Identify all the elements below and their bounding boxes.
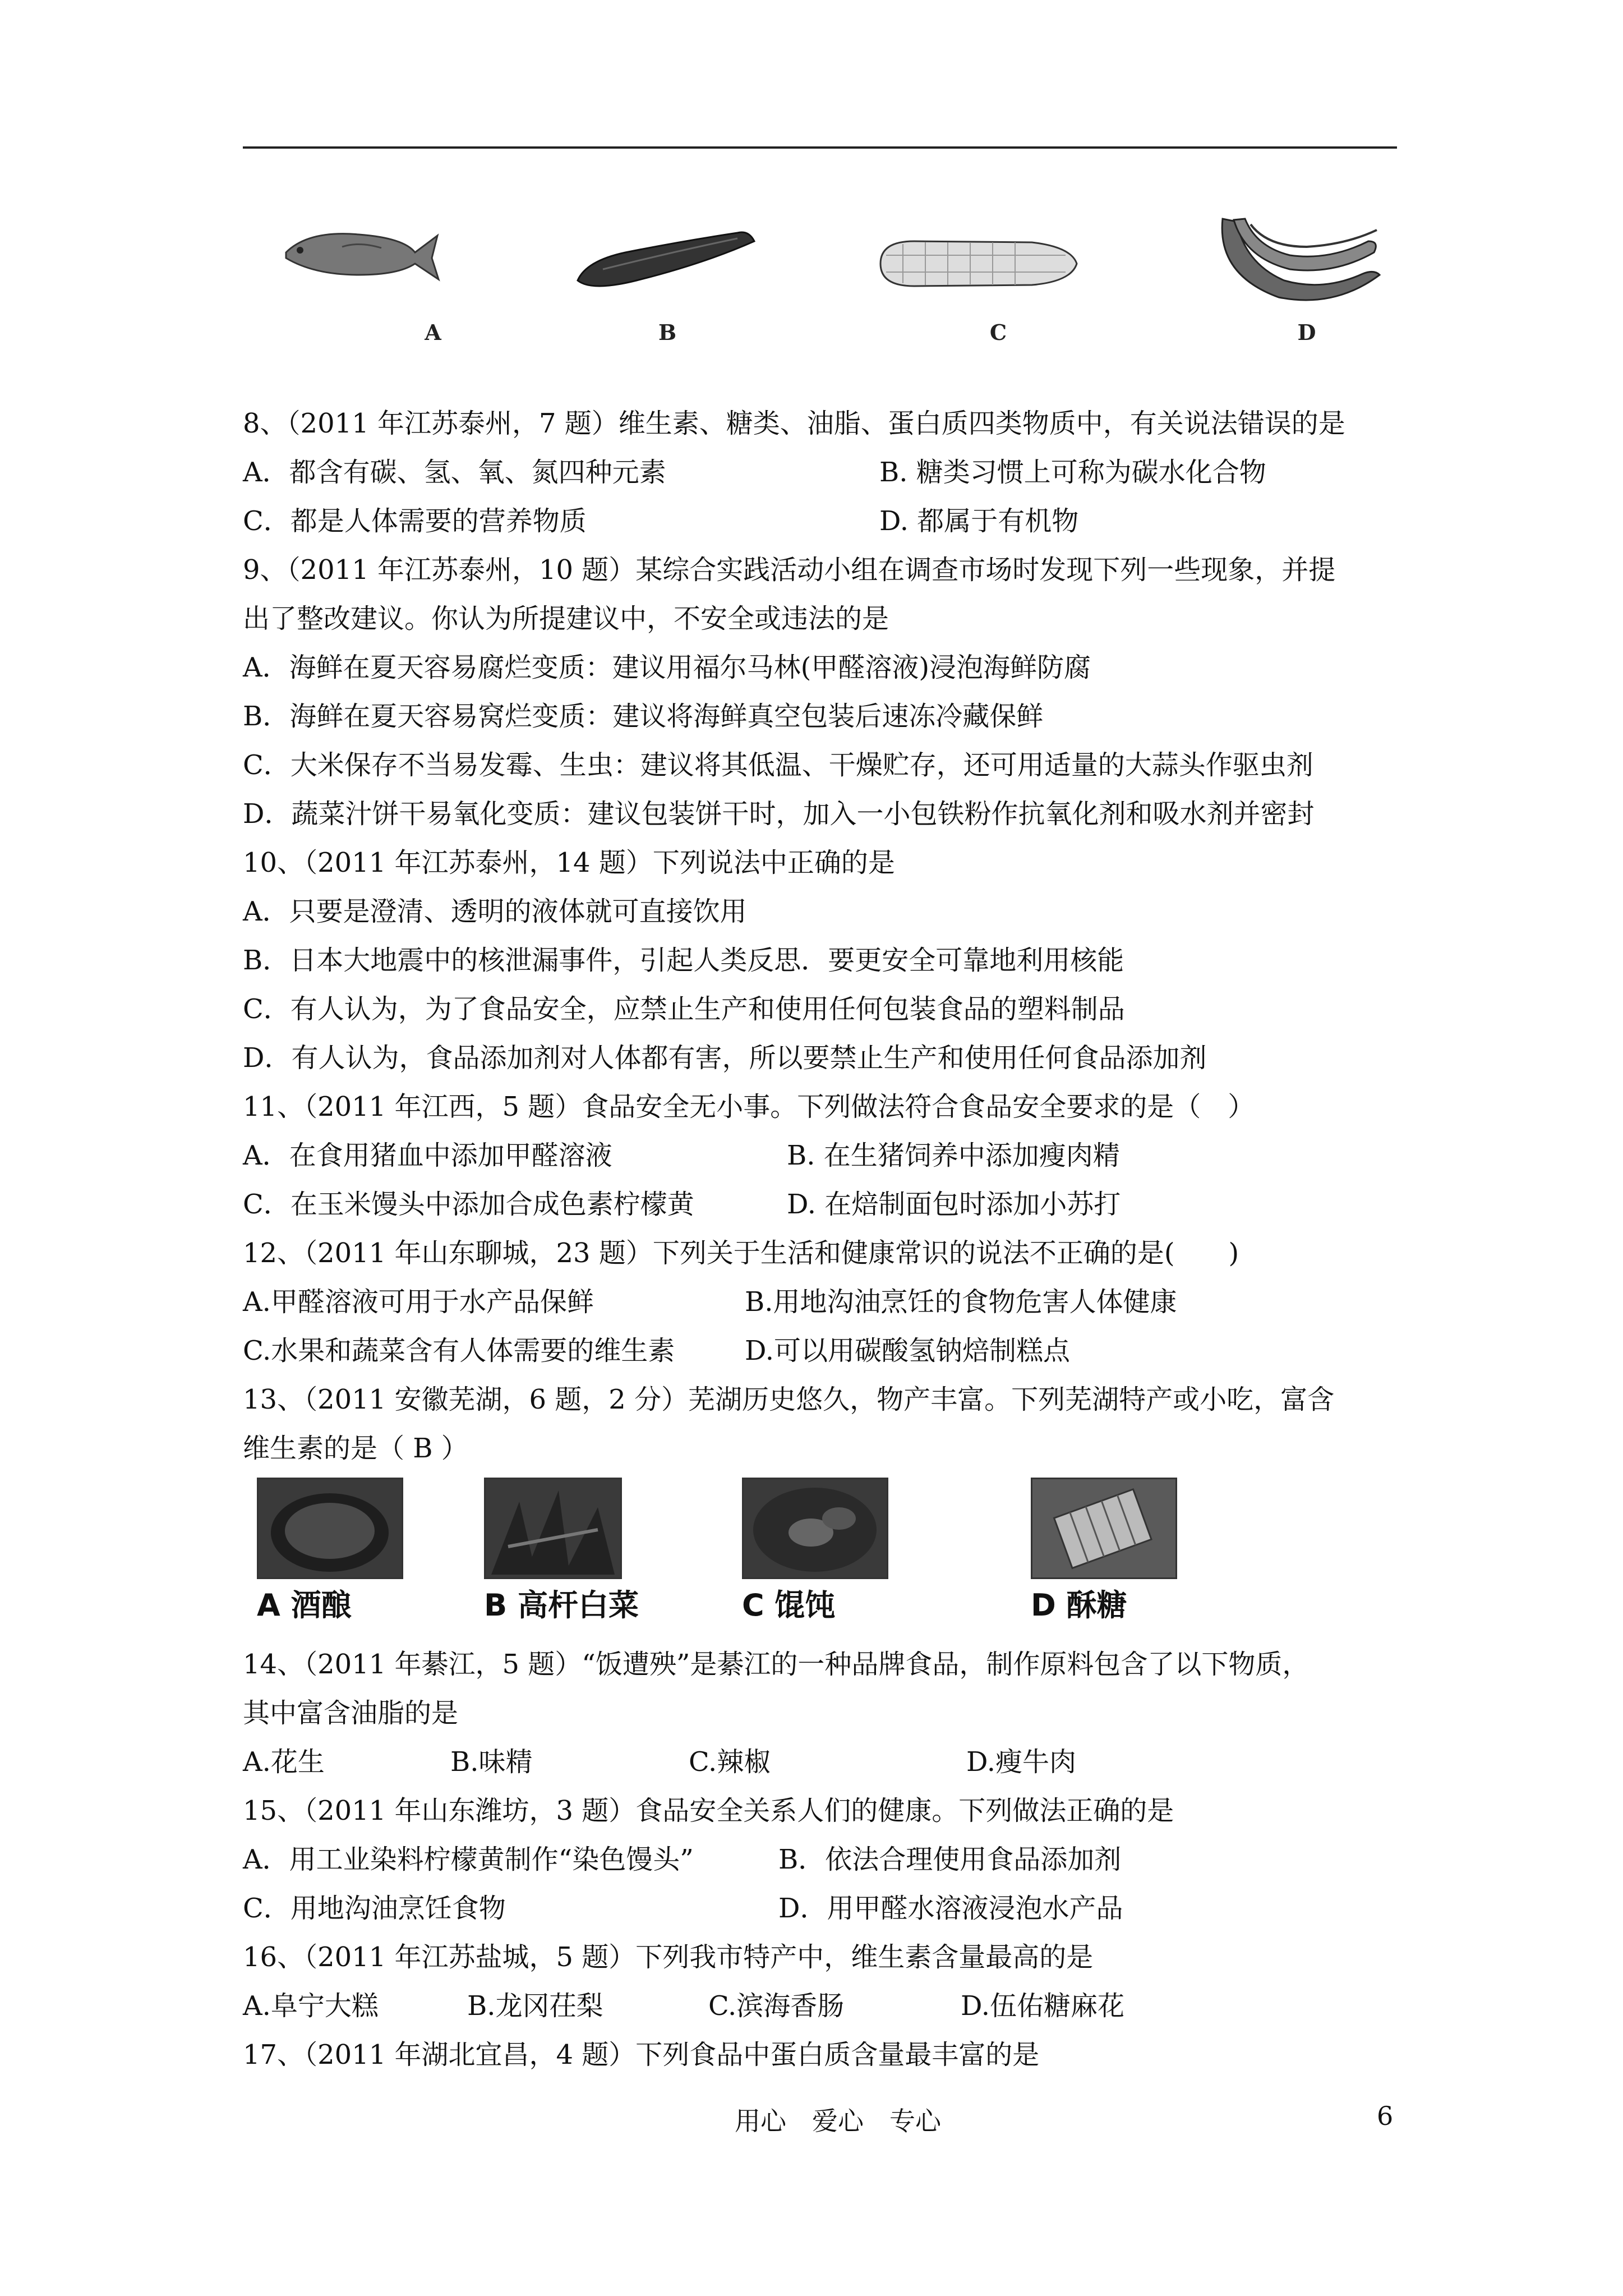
header-rule	[243, 146, 1397, 149]
option-b: B. 糖类习惯上可称为碳水化合物	[879, 457, 1266, 488]
option-b: B．依法合理使用食品添加剂	[778, 1844, 1122, 1875]
photo-caption: C 馄饨	[742, 1588, 836, 1623]
option-c: C．大米保存不当易发霉、生虫：建议将其低温、干燥贮存，还可用适量的大蒜头作驱虫剂	[243, 749, 1313, 781]
question-stem: 12、（2011 年山东聊城，23 题）下列关于生活和健康常识的说法不正确的是( )	[243, 1237, 1239, 1269]
footer-motto: 用心 爱心 专心	[735, 2106, 941, 2136]
figure-label-a: A	[425, 320, 441, 345]
question-stem: 出了整改建议。你认为所提建议中，不安全或违法的是	[243, 603, 889, 634]
figure-label-c: C	[989, 320, 1007, 345]
banana-icon	[1211, 208, 1391, 309]
option-row	[243, 1738, 1401, 1787]
photo-option-d	[1031, 1478, 1177, 1625]
option-b: B．海鲜在夏天容易窝烂变质：建议将海鲜真空包装后速冻冷藏保鲜	[243, 701, 1044, 732]
figure-label-d: D	[1297, 320, 1316, 345]
question-stem: 9、（2011 年江苏泰州，10 题）某综合实践活动小组在调查市场时发现下列一些现象，并提	[243, 554, 1336, 586]
option-a: A．海鲜在夏天容易腐烂变质：建议用福尔马林(甲醛溶液)浸泡海鲜防腐	[243, 652, 1091, 683]
option-row	[243, 1327, 1401, 1375]
question-stem: 11、（2011 年江西，5 题）食品安全无小事。下列做法符合食品安全要求的是（ ）	[243, 1091, 1255, 1122]
option-row	[243, 448, 1401, 497]
option-c: C．都是人体需要的营养物质	[243, 505, 587, 537]
figure-label-b: B	[658, 320, 677, 345]
option-b: B.味精	[450, 1746, 533, 1778]
option-a: A.甲醛溶液可用于水产品保鲜	[243, 1286, 594, 1318]
option-a: A.阜宁大糕	[243, 1990, 379, 2022]
photo-option-c	[742, 1478, 888, 1625]
food-figure	[264, 213, 1402, 353]
option-d: D.伍佑糖麻花	[961, 1990, 1125, 2022]
photo-option-b	[484, 1478, 639, 1625]
option-c: C.滨海香肠	[708, 1990, 845, 2022]
option-a: A．在食用猪血中添加甲醛溶液	[243, 1140, 612, 1171]
question-stem: 17、（2011 年湖北宜昌，4 题）下列食品中蛋白质含量最丰富的是	[243, 2039, 1040, 2070]
option-d: D．蔬菜汁饼干易氧化变质：建议包装饼干时，加入一小包铁粉作抗氧化剂和吸水剂并密封	[243, 798, 1315, 830]
cabbage-photo	[484, 1478, 622, 1579]
option-row	[243, 1835, 1401, 1884]
option-row	[243, 1278, 1401, 1327]
option-row	[243, 1180, 1401, 1229]
option-d: D. 在焙制面包时添加小苏打	[787, 1189, 1121, 1220]
question-list	[243, 399, 1401, 2079]
question-stem: 10、（2011 年江苏泰州，14 题）下列说法中正确的是	[243, 847, 895, 878]
page-number: 6	[1377, 2101, 1394, 2131]
question-stem: 15、（2011 年山东潍坊，3 题）食品安全关系人们的健康。下列做法正确的是	[243, 1795, 1174, 1826]
option-b: B.龙冈茌梨	[467, 1990, 603, 2022]
option-b: B．日本大地震中的核泄漏事件，引起人类反思．要更安全可靠地利用核能	[243, 945, 1124, 976]
eggplant-icon	[569, 219, 760, 303]
photo-caption: D 酥糖	[1031, 1588, 1127, 1623]
option-d: D. 都属于有机物	[879, 505, 1079, 537]
question-stem: 维生素的是（ B ）	[243, 1433, 468, 1464]
option-a: A．只要是澄清、透明的液体就可直接饮用	[243, 896, 747, 927]
question-stem: 其中富含油脂的是	[243, 1697, 459, 1729]
photo-caption: B 高杆白菜	[484, 1588, 639, 1623]
option-a: A．都含有碳、氢、氧、氮四种元素	[243, 457, 666, 488]
option-b: B.用地沟油烹饪的食物危害人体健康	[745, 1286, 1177, 1318]
option-row	[243, 1982, 1401, 2031]
option-d: D．用甲醛水溶液浸泡水产品	[778, 1893, 1123, 1924]
question-stem: 14、（2011 年綦江，5 题）“饭遭殃”是綦江的一种品牌食品，制作原料包含了以下物质，	[243, 1649, 1310, 1680]
photo-caption: A 酒酿	[257, 1588, 352, 1623]
option-b: B. 在生猪饲养中添加瘦肉精	[787, 1140, 1120, 1171]
option-c: C．有人认为，为了食品安全，应禁止生产和使用任何包装食品的塑料制品	[243, 993, 1125, 1025]
rice-wine-photo	[257, 1478, 403, 1579]
photo-option-a	[257, 1478, 403, 1625]
option-d: D.瘦牛肉	[966, 1746, 1077, 1778]
question-stem: 8、（2011 年江苏泰州，7 题）维生素、糖类、油脂、蛋白质四类物质中，有关说法错误的是	[243, 408, 1345, 439]
option-c: C．用地沟油烹饪食物	[243, 1893, 506, 1924]
option-a: A．用工业染料柠檬黄制作“染色馒头”	[243, 1844, 694, 1875]
question-stem: 13、（2011 安徽芜湖，6 题，2 分）芜湖历史悠久，物产丰富。下列芜湖特产或小吃，富含	[243, 1384, 1335, 1415]
corn-icon	[869, 230, 1082, 297]
crisp-candy-photo	[1031, 1478, 1177, 1579]
photo-options	[243, 1478, 1401, 1640]
option-c: C．在玉米馒头中添加合成色素柠檬黄	[243, 1189, 694, 1220]
option-row	[243, 1131, 1401, 1180]
option-row	[243, 497, 1401, 546]
wonton-photo	[742, 1478, 888, 1579]
question-stem: 16、（2011 年江苏盐城，5 题）下列我市特产中，维生素含量最高的是	[243, 1941, 1094, 1973]
option-d: D.可以用碳酸氢钠焙制糕点	[745, 1335, 1071, 1366]
option-row	[243, 1884, 1401, 1933]
option-d: D．有人认为，食品添加剂对人体都有害，所以要禁止生产和使用任何食品添加剂	[243, 1042, 1207, 1074]
fish-icon	[275, 213, 443, 297]
option-c: C.辣椒	[689, 1746, 771, 1778]
option-c: C.水果和蔬菜含有人体需要的维生素	[243, 1335, 675, 1366]
option-a: A.花生	[243, 1746, 325, 1778]
